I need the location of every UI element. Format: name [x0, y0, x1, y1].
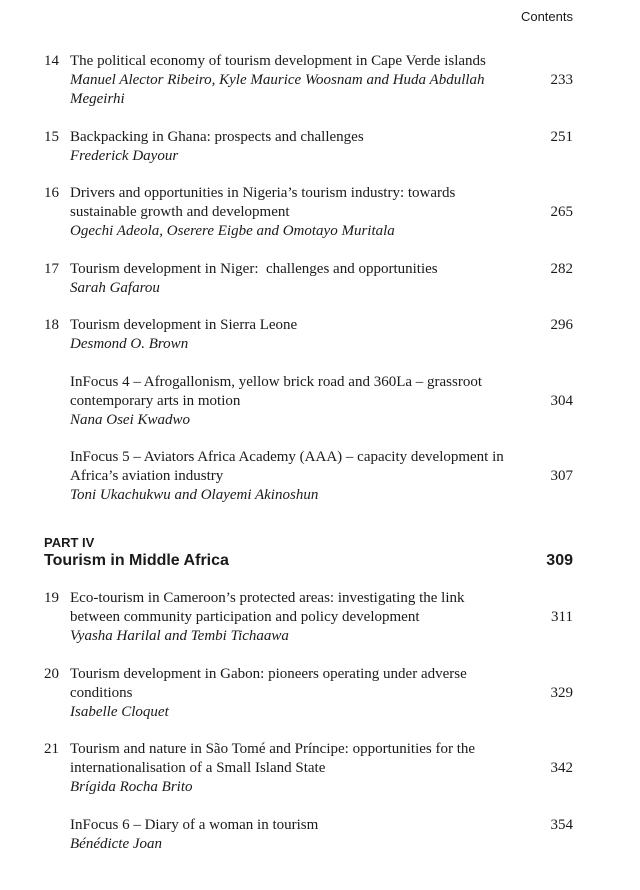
chapter-authors: Nana Osei Kwadwo: [70, 412, 191, 428]
chapter-authors: Vyasha Harilal and Tembi Tichaawa: [70, 628, 289, 644]
part-page-number: 309: [546, 552, 573, 569]
part-title: Tourism in Middle Africa: [44, 552, 229, 569]
toc-entry-19[interactable]: [44, 589, 573, 646]
chapter-authors: Ogechi Adeola, Oserere Eigbe and Omotayo Muritala: [70, 223, 395, 239]
toc-entry-15[interactable]: [44, 128, 573, 166]
chapter-title: Tourism development in Gabon: pioneers operating under adverse conditions: [70, 666, 467, 701]
page-number: 307: [550, 468, 573, 484]
chapter-authors: Sarah Gafarou: [70, 280, 160, 296]
chapter-title: InFocus 6 – Diary of a woman in tourism: [70, 817, 319, 833]
chapter-title: Eco-tourism in Cameroon’s protected areas: investigating the link between community participation and policy development: [70, 590, 465, 625]
page-number: 354: [550, 817, 573, 833]
page-number: 311: [551, 609, 573, 625]
page-number: 233: [550, 72, 573, 88]
page-number: 282: [550, 261, 573, 277]
chapter-authors: Isabelle Cloquet: [70, 704, 169, 720]
page-number: 251: [550, 129, 573, 145]
chapter-authors: Brígida Rocha Brito: [70, 779, 193, 795]
toc-entry-18[interactable]: [44, 316, 573, 354]
toc-entry-16[interactable]: [44, 184, 573, 241]
toc-entry-17[interactable]: [44, 260, 573, 298]
chapter-authors: Frederick Dayour: [70, 148, 179, 164]
chapter-title: Tourism development in Niger: challenges and opportunities: [70, 261, 438, 277]
chapter-authors: Toni Ukachukwu and Olayemi Akinoshun: [70, 487, 319, 503]
chapter-number: 17: [44, 261, 59, 277]
chapter-number: 20: [44, 666, 59, 682]
chapter-number: 19: [44, 590, 59, 606]
chapter-number: 16: [44, 185, 59, 201]
chapter-title: Drivers and opportunities in Nigeria’s tourism industry: towards sustainable growth and development: [70, 185, 456, 220]
toc-entry-21[interactable]: [44, 740, 573, 797]
page-number: 329: [550, 685, 573, 701]
chapter-title: InFocus 5 – Aviators Africa Academy (AAA) – capacity development in Africa’s aviation industry: [70, 449, 504, 484]
page-number: 265: [550, 204, 573, 220]
chapter-authors: Manuel Alector Ribeiro, Kyle Maurice Woosnam and Huda Abdullah Megeirhi: [70, 72, 485, 107]
part-label: PART IV: [44, 535, 95, 550]
chapter-number: 21: [44, 741, 59, 757]
chapter-title: Tourism and nature in São Tomé and Príncipe: opportunities for the internationalisation of a Small Island State: [70, 741, 476, 776]
chapter-title: The political economy of tourism development in Cape Verde islands: [70, 53, 486, 69]
chapter-number: 14: [44, 53, 59, 69]
page-number: 296: [550, 317, 573, 333]
toc-entry-20[interactable]: [44, 665, 573, 722]
toc-entry-infocus-6[interactable]: [44, 816, 573, 854]
toc-entry-infocus-5[interactable]: [44, 448, 573, 505]
chapter-authors: Bénédicte Joan: [70, 836, 163, 852]
running-head: Contents: [520, 9, 573, 24]
page-number: 304: [550, 393, 573, 409]
chapter-title: Backpacking in Ghana: prospects and challenges: [70, 129, 364, 145]
chapter-title: Tourism development in Sierra Leone: [70, 317, 298, 333]
chapter-title: InFocus 4 – Afrogallonism, yellow brick road and 360La – grassroot contemporary arts in motion: [70, 374, 483, 409]
toc-entry-14[interactable]: [44, 52, 573, 109]
toc-entry-infocus-4[interactable]: [44, 373, 573, 430]
chapter-number: 15: [44, 129, 59, 145]
chapter-number: 18: [44, 317, 59, 333]
page-number: 342: [550, 760, 573, 776]
chapter-authors: Desmond O. Brown: [70, 336, 189, 352]
